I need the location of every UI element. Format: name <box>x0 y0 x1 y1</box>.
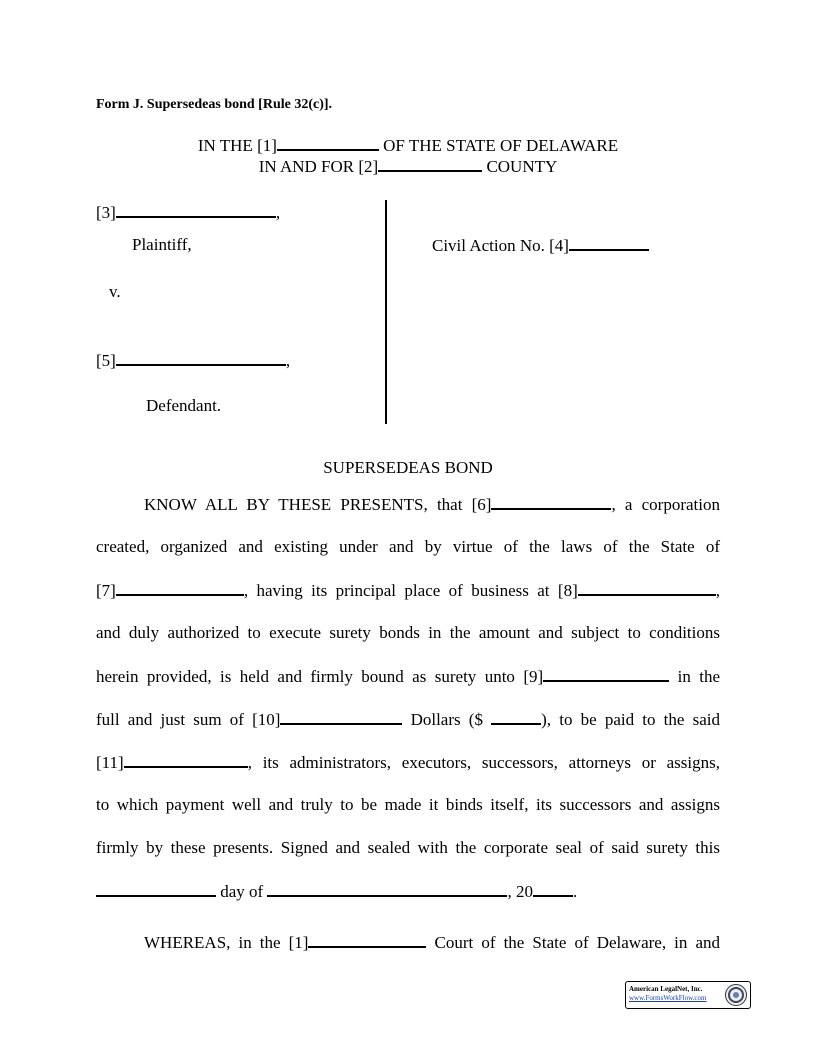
body-line-2 <box>96 537 720 557</box>
form-title: Form J. Supersedeas bond [Rule 32(c)]. <box>96 97 333 112</box>
body-line-4 <box>96 623 720 643</box>
versus-label: v. <box>109 282 121 301</box>
civil-action-line <box>432 235 649 256</box>
body-text: , its administrators, executors, successors, attorneys or assigns, <box>247 753 720 772</box>
body-text: day of <box>220 882 264 901</box>
body-text: , having its principal place of business at [8] <box>243 581 578 600</box>
body-line-8 <box>96 795 720 815</box>
body-text: , a corporation <box>611 495 720 514</box>
body-text: full and just sum of [10] <box>96 710 281 729</box>
body-text: , 20 <box>507 882 533 901</box>
body-text: created, organized and existing under and by virtue of the laws of the State of <box>96 537 720 556</box>
month-blank[interactable] <box>267 881 507 897</box>
body-line-1 <box>144 494 720 515</box>
body-text: [7] <box>96 581 116 600</box>
surety-name-blank[interactable] <box>491 494 611 510</box>
body-text: WHEREAS, in the [1] <box>144 933 309 952</box>
body-line-7 <box>96 752 720 773</box>
body-text: . <box>572 882 578 901</box>
payee-blank[interactable] <box>124 752 248 768</box>
sum-amount-blank[interactable] <box>491 709 541 725</box>
body-text: firmly by these presents. Signed and sealed with the corporate seal of said surety this <box>96 838 720 857</box>
body-line-5 <box>96 666 720 687</box>
caption-divider <box>385 200 387 424</box>
plaintiff-name-blank[interactable] <box>116 202 276 218</box>
body-text: Court of the State of Delaware, in and <box>434 933 720 952</box>
civil-action-number-blank[interactable] <box>569 235 649 251</box>
day-blank[interactable] <box>96 881 216 897</box>
defendant-marker: [5] <box>96 351 116 370</box>
body-text: to which payment well and truly to be made it binds itself, its successors and assigns <box>96 795 720 814</box>
bond-title: SUPERSEDEAS BOND <box>323 458 493 477</box>
body-line-11 <box>144 932 720 953</box>
court-line-suffix: OF THE STATE OF DELAWARE <box>383 136 619 155</box>
defendant-comma: , <box>285 351 291 370</box>
plaintiff-label: Plaintiff, <box>132 235 192 254</box>
obligee-blank[interactable] <box>543 666 669 682</box>
county-line-suffix: COUNTY <box>486 157 558 176</box>
court-line-prefix: IN THE [1] <box>197 136 277 155</box>
body-text: , <box>715 581 720 600</box>
globe-icon <box>724 983 748 1007</box>
year-blank[interactable] <box>533 881 573 897</box>
badge-url-link[interactable]: www.FormsWorkFlow.com <box>629 994 707 1002</box>
state-blank[interactable] <box>116 580 244 596</box>
body-text: [11] <box>96 753 124 772</box>
court-line <box>96 135 720 156</box>
principal-place-blank[interactable] <box>578 580 716 596</box>
defendant-line <box>96 350 290 371</box>
body-text: herein provided, is held and firmly bound as surety unto [9] <box>96 667 544 686</box>
county-line-prefix: IN AND FOR [2] <box>258 157 379 176</box>
county-line <box>96 156 720 177</box>
county-name-blank[interactable] <box>378 156 482 172</box>
plaintiff-line <box>96 202 280 223</box>
forms-workflow-badge[interactable] <box>625 981 751 1009</box>
body-text: Dollars ($ <box>410 710 483 729</box>
defendant-label: Defendant. <box>146 396 222 415</box>
plaintiff-comma: , <box>275 203 281 222</box>
body-line-6 <box>96 709 720 730</box>
defendant-name-blank[interactable] <box>116 350 286 366</box>
body-line-3 <box>96 580 720 601</box>
body-text: KNOW ALL BY THESE PRESENTS, that [6] <box>144 495 492 514</box>
body-text: in the <box>677 667 720 686</box>
body-line-9 <box>96 838 720 858</box>
court-name-blank[interactable] <box>277 135 379 151</box>
sum-words-blank[interactable] <box>280 709 402 725</box>
plaintiff-marker: [3] <box>96 203 116 222</box>
badge-company: American LegalNet, Inc. <box>629 985 703 993</box>
court-blank[interactable] <box>308 932 426 948</box>
body-line-10 <box>96 881 720 902</box>
body-text: ), to be paid to the said <box>541 710 720 729</box>
civil-action-label: Civil Action No. [4] <box>432 236 569 255</box>
body-text: and duly authorized to execute surety bonds in the amount and subject to conditions <box>96 623 720 642</box>
